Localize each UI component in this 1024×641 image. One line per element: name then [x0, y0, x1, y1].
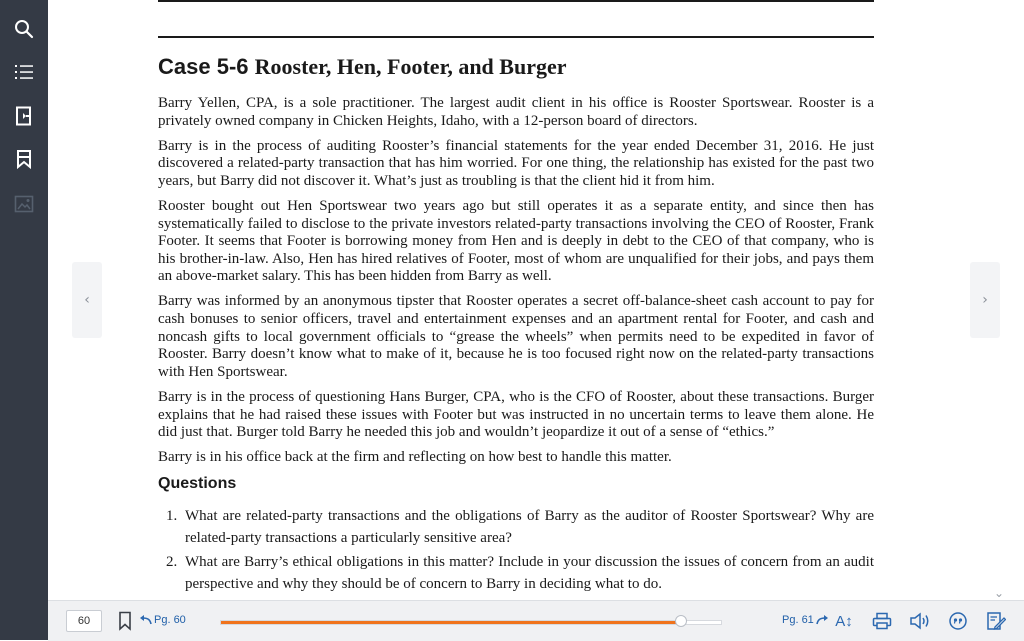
forward-arrow-icon	[816, 615, 828, 625]
question-text: What are Barry’s ethical obligations in this matter? Include in your discussion the issues of concern from an audit perspective and why they should be of concern to Barry in deciding what to do.	[185, 554, 874, 592]
read-aloud-button[interactable]	[908, 609, 932, 633]
chevron-left-icon: ‹	[84, 292, 90, 308]
print-button[interactable]	[870, 609, 894, 633]
quote-icon	[948, 611, 968, 631]
back-page-label: Pg. 60	[154, 614, 186, 626]
case-body	[158, 95, 874, 474]
question-item	[158, 551, 874, 595]
bookmark-icon[interactable]	[118, 611, 132, 631]
page-number-input[interactable]: 60	[66, 610, 102, 632]
previous-page-button[interactable]	[72, 262, 102, 338]
paragraph: Barry is in the process of questioning Hans Burger, CPA, who is the CFO of Rooster, about these transactions. Burger explains that he had raised these issues with Footer but was instructed in no uncertain terms to leave them alone. He did just that. Burger told Barry he needed this job and wouldn’t jeopardize it out of a sense of “ethics.”	[158, 388, 874, 441]
case-number: Case 5-6	[158, 54, 249, 79]
forward-to-page-link[interactable]	[782, 614, 828, 626]
table-of-contents-icon[interactable]	[12, 60, 36, 84]
search-icon[interactable]	[12, 17, 36, 41]
back-arrow-icon	[140, 615, 152, 625]
bottom-toolbar	[48, 600, 1024, 641]
print-icon	[872, 612, 892, 630]
chevron-down-icon[interactable]: ⌄	[993, 586, 1005, 600]
question-number: 1.	[166, 508, 178, 524]
back-to-page-link[interactable]	[140, 614, 186, 626]
reading-progress-slider[interactable]	[220, 620, 722, 625]
forward-page-label: Pg. 61	[782, 614, 814, 626]
paragraph: Barry was informed by an anonymous tipster that Rooster operates a secret off-balance-sheet cash account to pay for cash bonuses to senior officers, travel and entertainment expenses and an apartment rental for Footer, and cash and noncash gifts to local government officials to “grease the wheels” when permits need to be expedited in favor of Rooster. Barry doesn’t know what to make of it, because he is too focused right now on the related-party transactions with Hen Sportswear.	[158, 293, 874, 380]
speaker-icon	[909, 612, 931, 630]
case-name: Rooster, Hen, Footer, and Burger	[254, 54, 567, 79]
question-item	[158, 505, 874, 549]
question-number: 2.	[166, 554, 178, 570]
left-toolbar	[0, 0, 48, 640]
progress-thumb[interactable]	[675, 615, 687, 627]
paragraph: Barry is in his office back at the firm and reflecting on how best to handle this matter.	[158, 449, 672, 466]
case-title	[158, 54, 567, 80]
bookmarks-icon[interactable]	[12, 147, 36, 171]
next-page-button[interactable]	[970, 262, 1000, 338]
edit-notes-icon	[986, 611, 1006, 631]
questions-heading: Questions	[158, 475, 237, 492]
paragraph: Barry Yellen, CPA, is a sole practitioner. The largest audit client in his office is Rooster Sportswear. Rooster is a privately owned company in Chicken Heights, Idaho, with a 12-person board of directors.	[158, 95, 874, 129]
questions-list	[158, 505, 874, 597]
progress-fill	[221, 621, 681, 624]
exit-book-icon[interactable]	[12, 104, 36, 128]
font-size-button[interactable]	[832, 609, 856, 633]
image-gallery-icon	[12, 192, 36, 216]
quote-button[interactable]	[946, 609, 970, 633]
chevron-right-icon: ›	[982, 292, 988, 308]
question-text: What are related-party transactions and the obligations of Barry as the auditor of Rooster Sportswear? Why are related-party transactions a particularly sensitive area?	[185, 508, 874, 546]
notes-button[interactable]	[984, 609, 1008, 633]
paragraph: Rooster bought out Hen Sportswear two years ago but still operates it as a separate entity, and since then has systematically failed to disclose to the private investors related-party transactions involving the CEO of Rooster, Frank Footer. It seems that Footer is borrowing money from Hen and is deeply in debt to the CEO of that company, who is his brother-in-law. Also, Hen has hired relatives of Footer, most of whom are unqualified for their jobs, and pays them an above-market salary. This has been hidden from Barry as well.	[158, 197, 874, 285]
paragraph: Barry is in the process of auditing Rooster’s financial statements for the year ended December 31, 2016. He just discovered a related-party transaction that has him worried. For one thing, the relationship has existed for the past two years, but Barry did not discover it. What’s just as troubling is that the client hid it from him.	[158, 137, 874, 189]
top-rule	[158, 0, 874, 2]
title-rule	[158, 36, 874, 38]
font-size-icon: A↕	[835, 612, 853, 630]
